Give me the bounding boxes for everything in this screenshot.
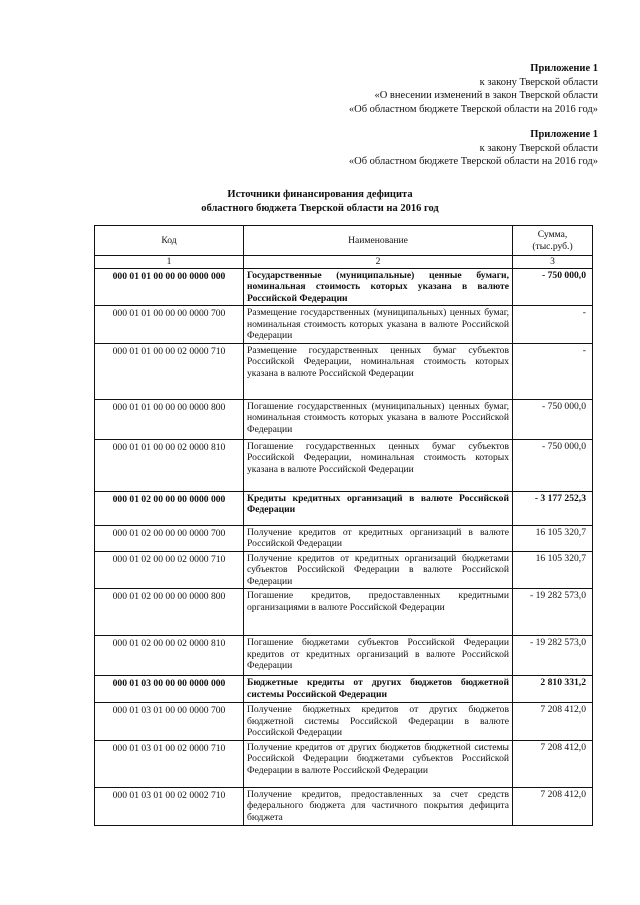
financing-sources-table <box>94 225 593 826</box>
table-row <box>95 525 593 551</box>
appendix-line: «Об областном бюджете Тверской области на 2016 год» <box>348 103 598 115</box>
name-cell: Получение кредитов от других бюджетов бюджетной системы Российской Федерации бюджетами субъектов Российской Федерации в валюте Российской Федерации <box>244 740 513 787</box>
sum-cell: 7 208 412,0 <box>513 703 593 741</box>
name-cell: Погашение бюджетами субъектов Российской Федерации кредитов от кредитных организаций в валюте Российской Федерации <box>244 636 513 676</box>
name-cell: Погашение кредитов, предоставленных кредитными организациями в валюте Российской Федерации <box>244 589 513 636</box>
sum-cell: 2 810 331,2 <box>513 676 593 703</box>
name-cell: Государственные (муниципальные) ценные бумаги, номинальная стоимость которых указана в валюте Российской Федерации <box>244 268 513 306</box>
appendix-line: к закону Тверской области <box>479 142 598 154</box>
code-cell: 000 01 03 01 00 02 0000 710 <box>95 740 244 787</box>
name-cell: Получение кредитов от кредитных организаций бюджетами субъектов Российской Федерации в валюте Российской Федерации <box>244 551 513 589</box>
code-cell: 000 01 02 00 00 02 0000 710 <box>95 551 244 589</box>
column-header-code: Код <box>95 226 244 256</box>
column-number: 2 <box>244 256 513 269</box>
appendix-line: «О внесении изменений в закон Тверской области <box>374 90 598 101</box>
appendix-title: Приложение 1 <box>530 63 598 74</box>
sum-cell: - 19 282 573,0 <box>513 636 593 676</box>
sum-cell: - 19 282 573,0 <box>513 589 593 636</box>
sum-cell: - 750 000,0 <box>513 439 593 491</box>
code-cell: 000 01 02 00 00 00 0000 800 <box>95 589 244 636</box>
table-row <box>95 268 593 306</box>
code-cell: 000 01 02 00 00 00 0000 700 <box>95 525 244 551</box>
appendix-line: к закону Тверской области <box>479 76 598 88</box>
code-cell: 000 01 01 00 00 00 0000 000 <box>95 268 244 306</box>
table-row <box>95 787 593 825</box>
sum-cell: - 750 000,0 <box>513 268 593 306</box>
sum-cell: - <box>513 343 593 399</box>
name-cell: Кредиты кредитных организаций в валюте Российской Федерации <box>244 491 513 525</box>
sum-cell: - 3 177 252,3 <box>513 491 593 525</box>
table-row <box>95 306 593 344</box>
sum-cell: 16 105 320,7 <box>513 551 593 589</box>
appendix-title: Приложение 1 <box>530 129 598 140</box>
column-header-sum-line: (тыс.руб.) <box>532 240 573 252</box>
code-cell: 000 01 01 00 00 02 0000 710 <box>95 343 244 399</box>
code-cell: 000 01 01 00 00 00 0000 700 <box>95 306 244 344</box>
table-row <box>95 343 593 399</box>
name-cell: Получение кредитов от кредитных организаций в валюте Российской Федерации <box>244 525 513 551</box>
table-row <box>95 740 593 787</box>
table-row <box>95 399 593 439</box>
code-cell: 000 01 02 00 00 00 0000 000 <box>95 491 244 525</box>
document-title <box>0 188 640 216</box>
code-cell: 000 01 03 01 00 02 0002 710 <box>95 787 244 825</box>
column-header-sum-line: Сумма, <box>537 229 568 240</box>
appendix-block-2 <box>349 128 598 169</box>
table-row <box>95 703 593 741</box>
column-header-name: Наименование <box>244 226 513 256</box>
code-cell: 000 01 03 00 00 00 0000 000 <box>95 676 244 703</box>
table-row <box>95 491 593 525</box>
sum-cell: 7 208 412,0 <box>513 740 593 787</box>
table-row <box>95 636 593 676</box>
column-header-sum <box>513 226 593 256</box>
appendix-line: «Об областном бюджете Тверской области на 2016 год» <box>348 156 598 167</box>
document-title-line: областного бюджета Тверской области на 2016 год <box>201 203 439 214</box>
sum-cell: - 750 000,0 <box>513 399 593 439</box>
code-cell: 000 01 02 00 00 02 0000 810 <box>95 636 244 676</box>
code-cell: 000 01 01 00 00 02 0000 810 <box>95 439 244 491</box>
sum-cell: 7 208 412,0 <box>513 787 593 825</box>
name-cell: Получение бюджетных кредитов от других бюджетов бюджетной системы Российской Федерации в валюте Российской Федерации <box>244 703 513 741</box>
code-cell: 000 01 01 00 00 00 0000 800 <box>95 399 244 439</box>
code-cell: 000 01 03 01 00 00 0000 700 <box>95 703 244 741</box>
table-row <box>95 551 593 589</box>
name-cell: Получение кредитов, предоставленных за счет средств федерального бюджета для частичного покрытия дефицита бюджета <box>244 787 513 825</box>
sum-cell: - <box>513 306 593 344</box>
table-body <box>95 268 593 825</box>
table-row <box>95 676 593 703</box>
sum-cell: 16 105 320,7 <box>513 525 593 551</box>
column-number: 1 <box>95 256 244 269</box>
table-row <box>95 439 593 491</box>
table-row <box>95 589 593 636</box>
appendix-block-1 <box>349 62 598 116</box>
name-cell: Погашение государственных ценных бумаг субъектов Российской Федерации, номинальная стоимость которых указана в валюте Российской Федерации <box>244 439 513 491</box>
column-number: 3 <box>513 256 593 269</box>
name-cell: Размещение государственных (муниципальных) ценных бумаг, номинальная стоимость которых указана в валюте Российской Федерации <box>244 306 513 344</box>
name-cell: Погашение государственных (муниципальных) ценных бумаг, номинальная стоимость которых указана в валюте Российской Федерации <box>244 399 513 439</box>
name-cell: Размещение государственных ценных бумаг субъектов Российской Федерации, номинальная стоимость которых указана в валюте Российской Федерации <box>244 343 513 399</box>
document-title-line: Источники финансирования дефицита <box>227 189 413 200</box>
name-cell: Бюджетные кредиты от других бюджетов бюджетной системы Российской Федерации <box>244 676 513 703</box>
